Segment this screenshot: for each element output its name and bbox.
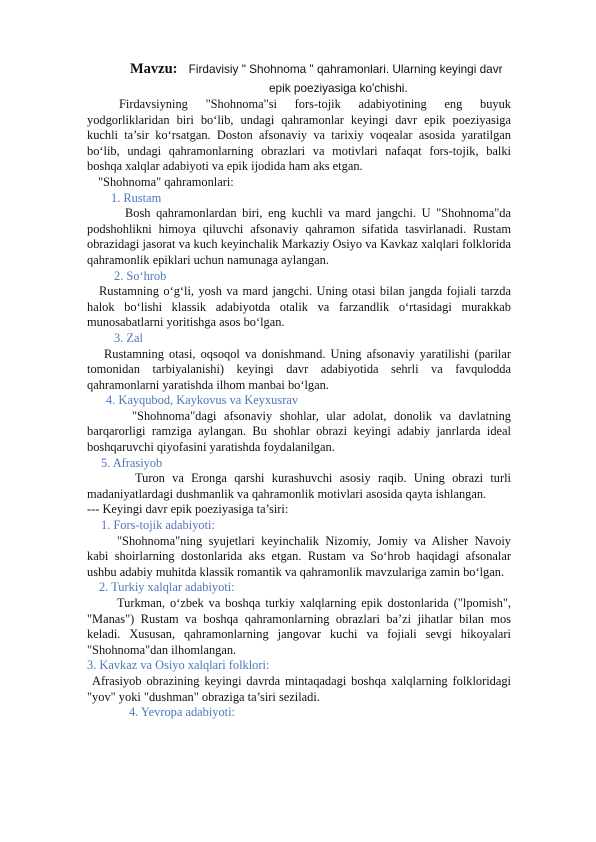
topic-line [130,62,503,78]
paragraph-fors-tojik: "Shohnoma"ning syujetlari keyinchalik Nizomiy, Jomiy va Alisher Navoiy kabi shoirlarning dostonlarida aks etgan. Rustam va So‘hrob haqidagi afsonalar ushbu adabiy muhitda klassik romantik va qahramonlik mavzulariga zamin bo‘lgan. [87,533,511,579]
document-body [87,97,511,721]
section-heading-sohrob: 2. So‘hrob [114,268,167,283]
topic-text: Firdavisiy " Shohnoma " qahramonlari. Ularning keyingi davr [188,62,503,76]
paragraph-kavkaz: Afrasiyob obrazining keyingi davrda mintaqadagi boshqa xalqlarning folkloridagi "yov" yoki "dushman" obraziga ta’siri seziladi. [87,673,511,704]
paragraph-turkiy: Turkman, o‘zbek va boshqa turkiy xalqlarning epik dostonlarida ("lpomish", "Manas") Rustam va boshqa qahramonlarning obrazlari ba’zi jihatlar bilan mos keladi. Xususan, qahramonlarning jangovar kuchi va fojiali sevgi hikoyalari "Shohnoma"dan ilhomlangan. [87,596,511,657]
topic-text-continued: epik poeziyasiga ko'chishi. [269,81,408,95]
topic-label: Mavzu: [130,61,178,77]
paragraph-afrasiyob: Turon va Eronga qarshi kurashuvchi asosiy raqib. Uning obrazi turli madaniyatlardagi dushmanlik va qahramonlik motivlari asosida qayta ishlangan. [87,471,511,501]
section-heading-rustam: 1. Rustam [111,190,162,205]
section-heading-afrasiyob: 5. Afrasiyob [101,455,163,470]
paragraph-shohlar: "Shohnoma"dagi afsonaviy shohlar, ular adolat, donolik va davlatning barqarorligi ramziga aylangan. Bu shohlar obrazi keyingi adabiy janrlarda ideal boshqaruvchi qiyofasini yaratishda foydalanilgan. [87,408,511,455]
section-heading-yevropa: 4. Yevropa adabiyoti: [129,705,235,720]
paragraph-sohrob: Rustamning o‘g‘li, yosh va mard jangchi. Uning otasi bilan jangda fojiali tarzda halok bo‘lishi klassik adabiyotda otalik va farzandlik o‘rtasidagi murakkab munosabatlarni yoritishga asos bo‘lgan. [87,284,511,330]
paragraph-rustam: Bosh qahramonlardan biri, eng kuchli va mard jangchi. U "Shohnoma"da podshohlikni himoya qiluvchi afsonaviy qahramon sifatida tasvirlanadi. Rustam obrazidagi jasorat va kuch keyinchalik Markaziy Osiyo va Kavkaz xalqlari folklorida qahramonlik epiklari uchun namunaga aylangan. [87,206,511,267]
intro-paragraph: Firdavsiyning "Shohnoma"si fors-tojik adabiyotining eng buyuk yodgorliklaridan biri bo‘lib, undagi qahramonlar keyingi davr epik poeziyasiga kuchli ta’sir ko‘rsatgan. Doston afsonaviy va tarixiy voqealar asosida yaratilgan bo‘lib, undagi qahramonlarning obrazlari va motivlari nafaqat fors-tojik, balki boshqa xalqlar adabiyoti va epik ijodida ham aks etgan. [87,97,511,174]
heroes-heading: "Shohnoma" qahramonlari: [98,174,234,189]
section-heading-kavkaz: 3. Kavkaz va Osiyo xalqlari folklori: [87,658,270,673]
section-heading-shohlar: 4. Kayqubod, Kaykovus va Keyxusrav [106,393,299,408]
section-heading-zal: 3. Zal [114,330,143,345]
influence-heading: --- Keyingi davr epik poeziyasiga ta’siri: [87,502,289,517]
section-heading-fors-tojik: 1. Fors-tojik adabiyoti: [101,518,215,533]
section-heading-turkiy: 2. Turkiy xalqlar adabiyoti: [99,580,235,595]
paragraph-zal: Rustamning otasi, oqsoqol va donishmand. Uning afsonaviy yaratilishi (parilar tomonidan tarbiyalanishi) keyingi davr adabiyotida sehrli va favqulodda qahramonlarni yaratishda ilhom manbai bo‘lgan. [87,346,511,392]
